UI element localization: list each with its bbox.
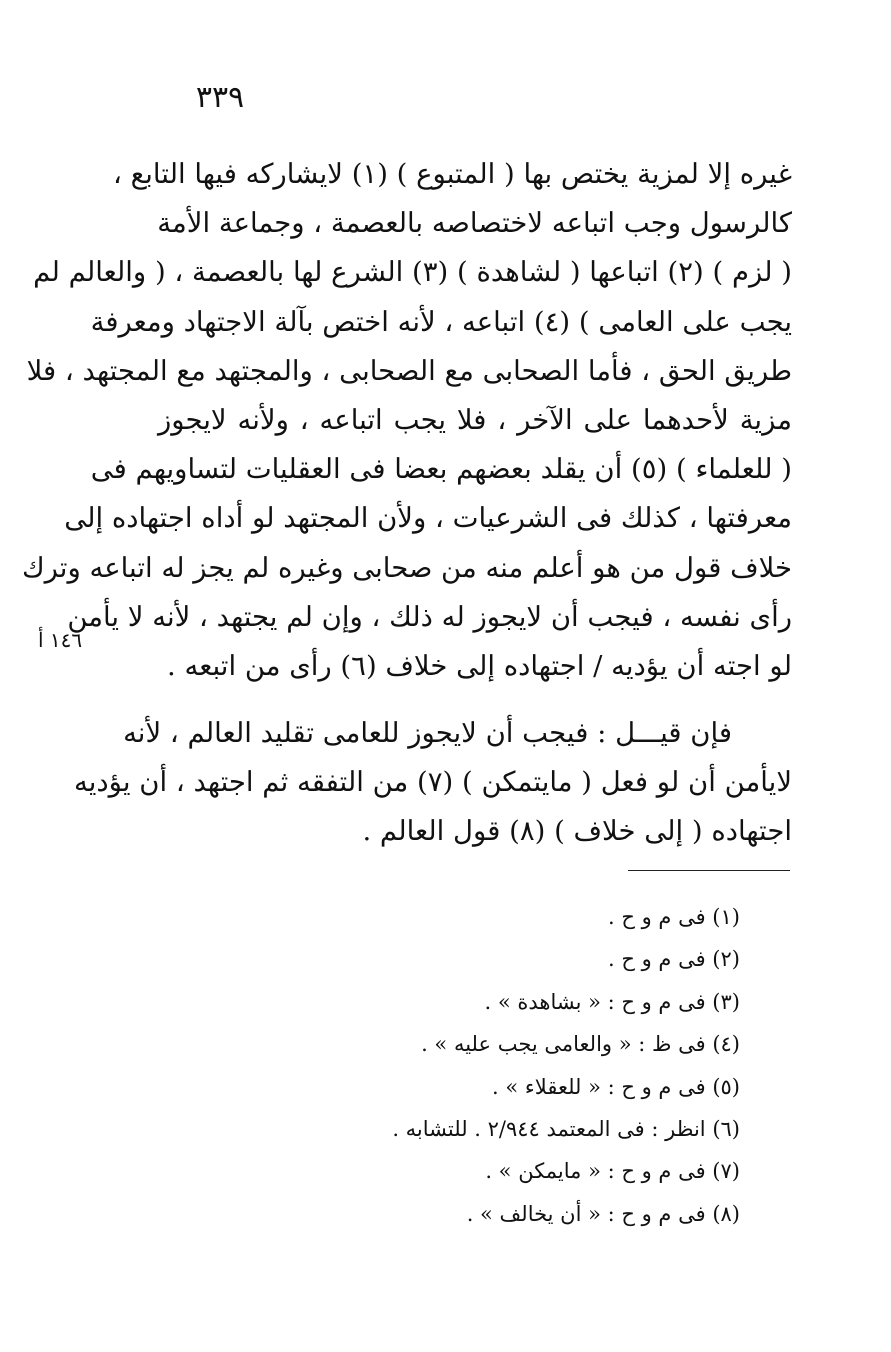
text-line: اجتهاده ( إلى خلاف ) (٨) قول العالم .: [362, 815, 792, 848]
footnote: (٣) فى م و ح : « بشاهدة » .: [484, 989, 740, 1014]
footnote: (٨) فى م و ح : « أن يخالف » .: [466, 1201, 740, 1226]
text-line: فإن قيـــل : فيجب أن لايجوز للعامى تقليد العالم ، لأنه: [123, 717, 732, 750]
footnote: (٧) فى م و ح : « مايمكن » .: [485, 1159, 740, 1184]
text-line: ( لزم ) (٢) اتباعها ( لشاهدة ) (٣) الشرع لها بالعصمة ، ( والعالم لم: [33, 256, 792, 289]
text-line: رأى نفسه ، فيجب أن لايجوز له ذلك ، وإن لم يجتهد ، لأنه لا يأمن: [67, 600, 792, 633]
paragraph-gap: [158, 691, 792, 709]
text-line: مزية لأحدهما على الآخر ، فلا يجب اتباعه ، ولأنه لايجوز: [158, 403, 792, 436]
text-line: لايأمن أن لو فعل ( مايتمكن ) (٧) من التفقه ثم اجتهد ، أن يؤديه: [74, 766, 792, 799]
text-line: خلاف قول من هو أعلم منه من صحابى وغيره لم يجز له اتباعه وترك: [21, 551, 792, 584]
footnote: (٢) فى م و ح .: [608, 947, 740, 972]
footnote: (٤) فى ظ : « والعامى يجب عليه » .: [421, 1032, 740, 1057]
text-line: يجب على العامى ) (٤) اتباعه ، لأنه اختص بآلة الاجتهاد ومعرفة: [90, 305, 792, 338]
folio-margin-note: ١٤٦ أ: [38, 628, 83, 652]
footnote-divider: [628, 870, 790, 871]
text-line: غيره إلا لمزية يختص بها ( المتبوع ) (١) لايشاركه فيها التابع ،: [113, 158, 792, 190]
footnote: (٦) انظر : فى المعتمد ٢/٩٤٤ . للتشابه .: [392, 1116, 740, 1141]
page-number: ٣٣٩: [195, 80, 245, 115]
text-line: لو اجته أن يؤديه / اجتهاده إلى خلاف (٦) رأى من اتبعه .: [167, 649, 792, 682]
text-line: معرفتها ، كذلك فى الشرعيات ، ولأن المجتهد لو أداه اجتهاده إلى: [64, 502, 792, 535]
footnote: (١) فى م و ح .: [608, 905, 740, 929]
footnotes: [300, 896, 740, 1235]
text-line: كالرسول وجب اتباعه لاختصاصه بالعصمة ، وجماعة الأمة: [157, 207, 792, 240]
text-line: ( للعلماء ) (٥) أن يقلد بعضهم بعضا فى العقليات لتساويهم فى: [90, 453, 792, 486]
footnote: (٥) فى م و ح : « للعقلاء » .: [492, 1074, 740, 1099]
text-line: طريق الحق ، فأما الصحابى مع الصحابى ، والمجتهد مع المجتهد ، فلا: [26, 354, 792, 387]
